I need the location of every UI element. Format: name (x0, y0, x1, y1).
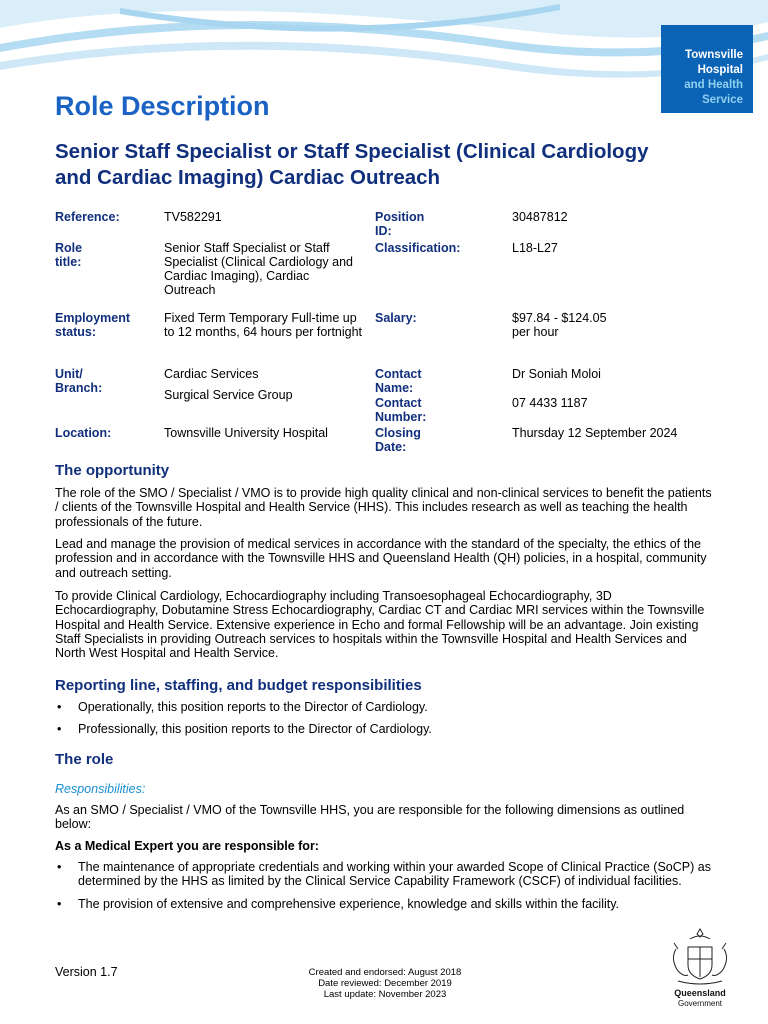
salary-unit: per hour (512, 325, 559, 339)
contact-number-value: 07 4433 1187 (512, 396, 588, 410)
employment-label-line-1: Employment (55, 311, 131, 325)
list-item: • The maintenance of appropriate credentials and working within your awarded Scope of Clinical Practice (SoCP) as determined by the HHS as limited by the Clinical Service Capability Framework (CSCF) of individual facilities. (55, 860, 715, 889)
closing-date-value: Thursday 12 September 2024 (512, 426, 678, 440)
location-label: Location: (55, 426, 112, 440)
page-title: Role Description (55, 91, 270, 121)
employment-status-label (55, 311, 130, 339)
reference-label: Reference: (55, 210, 120, 224)
unit-branch-label: Unit/ Branch: (55, 367, 103, 395)
role-list (55, 860, 715, 911)
opportunity-paragraph-2: Lead and manage the provision of medical services in accordance with the standard of the specialty, the ethics of the profession and in accordance with the Townsville HHS and Queensland Health (QH) policies, in a hospital, community and outreach setting. (55, 537, 707, 580)
logo-line-4: Service (702, 94, 743, 106)
role-title-label: Role title: (55, 241, 83, 269)
header-wave-graphic (0, 0, 768, 100)
contact-name-value: Dr Soniah Moloi (512, 367, 601, 381)
opportunity-paragraph-3: To provide Clinical Cardiology, Echocardiography including Transoesophageal Echocardiography, 3D Echocardiography, Dobutamine Stress Echocardiography, Cardiac CT and Cardiac MRI services within the Townsville Hospital and Health Service. Extensive experience in Echo and formal Fellowship will be an advantage. Join existing Staff Specialists in providing Outreach services to hospitals within the Townsville Hospital and Health Services and North West Hospital and Health Service. (55, 589, 705, 661)
updated-date: Last update: November 2023 (323, 989, 447, 1000)
location-value: Townsville University Hospital (164, 426, 328, 440)
role-heading: The role (55, 751, 114, 768)
reviewed-date: Date reviewed: December 2019 (318, 978, 452, 989)
reference-value: TV582291 (164, 210, 222, 224)
classification-label: Classification: (375, 241, 461, 255)
queensland-government-crest-icon (666, 925, 734, 1010)
employment-label-line-2: status: (55, 325, 96, 339)
version-label: Version 1.7 (55, 965, 118, 979)
closing-date-label: Closing Date: (375, 426, 421, 454)
salary-value (512, 311, 712, 339)
role-subtitle: Senior Staff Specialist or Staff Specialist (Clinical Cardiology and Cardiac Imaging) Cardiac Outreach (55, 140, 649, 189)
reporting-list (55, 700, 715, 737)
created-date: Created and endorsed: August 2018 (308, 967, 462, 978)
reporting-heading: Reporting line, staffing, and budget responsibilities (55, 677, 422, 694)
list-item: • Professionally, this position reports to the Director of Cardiology. (55, 722, 715, 736)
employment-status-value: Fixed Term Temporary Full-time up to 12 months, 64 hours per fortnight (164, 311, 363, 339)
document-dates (280, 967, 490, 1000)
role-intro: As an SMO / Specialist / VMO of the Townsville HHS, you are responsible for the following dimensions as outlined below: (55, 803, 685, 832)
opportunity-paragraph-1: The role of the SMO / Specialist / VMO is to provide high quality clinical and non-clinical services to benefit the patients / clients of the Townsville Hospital and Health Service (HHS). This includes research as well as teaching the health professionals of the future. (55, 486, 712, 529)
contact-number-label: Contact Number: (375, 396, 427, 424)
townsville-hhs-logo (661, 25, 753, 113)
unit-branch-value-1: Cardiac Services (164, 367, 259, 381)
opportunity-heading: The opportunity (55, 462, 170, 479)
contact-name-label: Contact Name: (375, 367, 422, 395)
role-title-value: Senior Staff Specialist or Staff Specialist (Clinical Cardiology and Cardiac Imaging), Cardiac Outreach (164, 241, 353, 297)
logo-line-3: and Health (684, 79, 743, 91)
crest-text-queensland: Queensland (674, 988, 726, 998)
medical-expert-heading: As a Medical Expert you are responsible for: (55, 839, 319, 853)
position-id-value: 30487812 (512, 210, 568, 224)
salary-range: $97.84 - $124.05 (512, 311, 607, 325)
list-item: • Operationally, this position reports to the Director of Cardiology. (55, 700, 715, 714)
salary-label: Salary: (375, 311, 417, 325)
position-id-label: Position ID: (375, 210, 425, 238)
list-item: • The provision of extensive and comprehensive experience, knowledge and skills within the facility. (55, 897, 715, 911)
logo-line-2: Hospital (697, 64, 743, 76)
responsibilities-label: Responsibilities: (55, 782, 146, 796)
unit-branch-value-2: Surgical Service Group (164, 388, 293, 402)
crest-text-government: Government (677, 999, 723, 1008)
classification-value: L18-L27 (512, 241, 558, 255)
logo-line-1: Townsville (685, 49, 743, 61)
